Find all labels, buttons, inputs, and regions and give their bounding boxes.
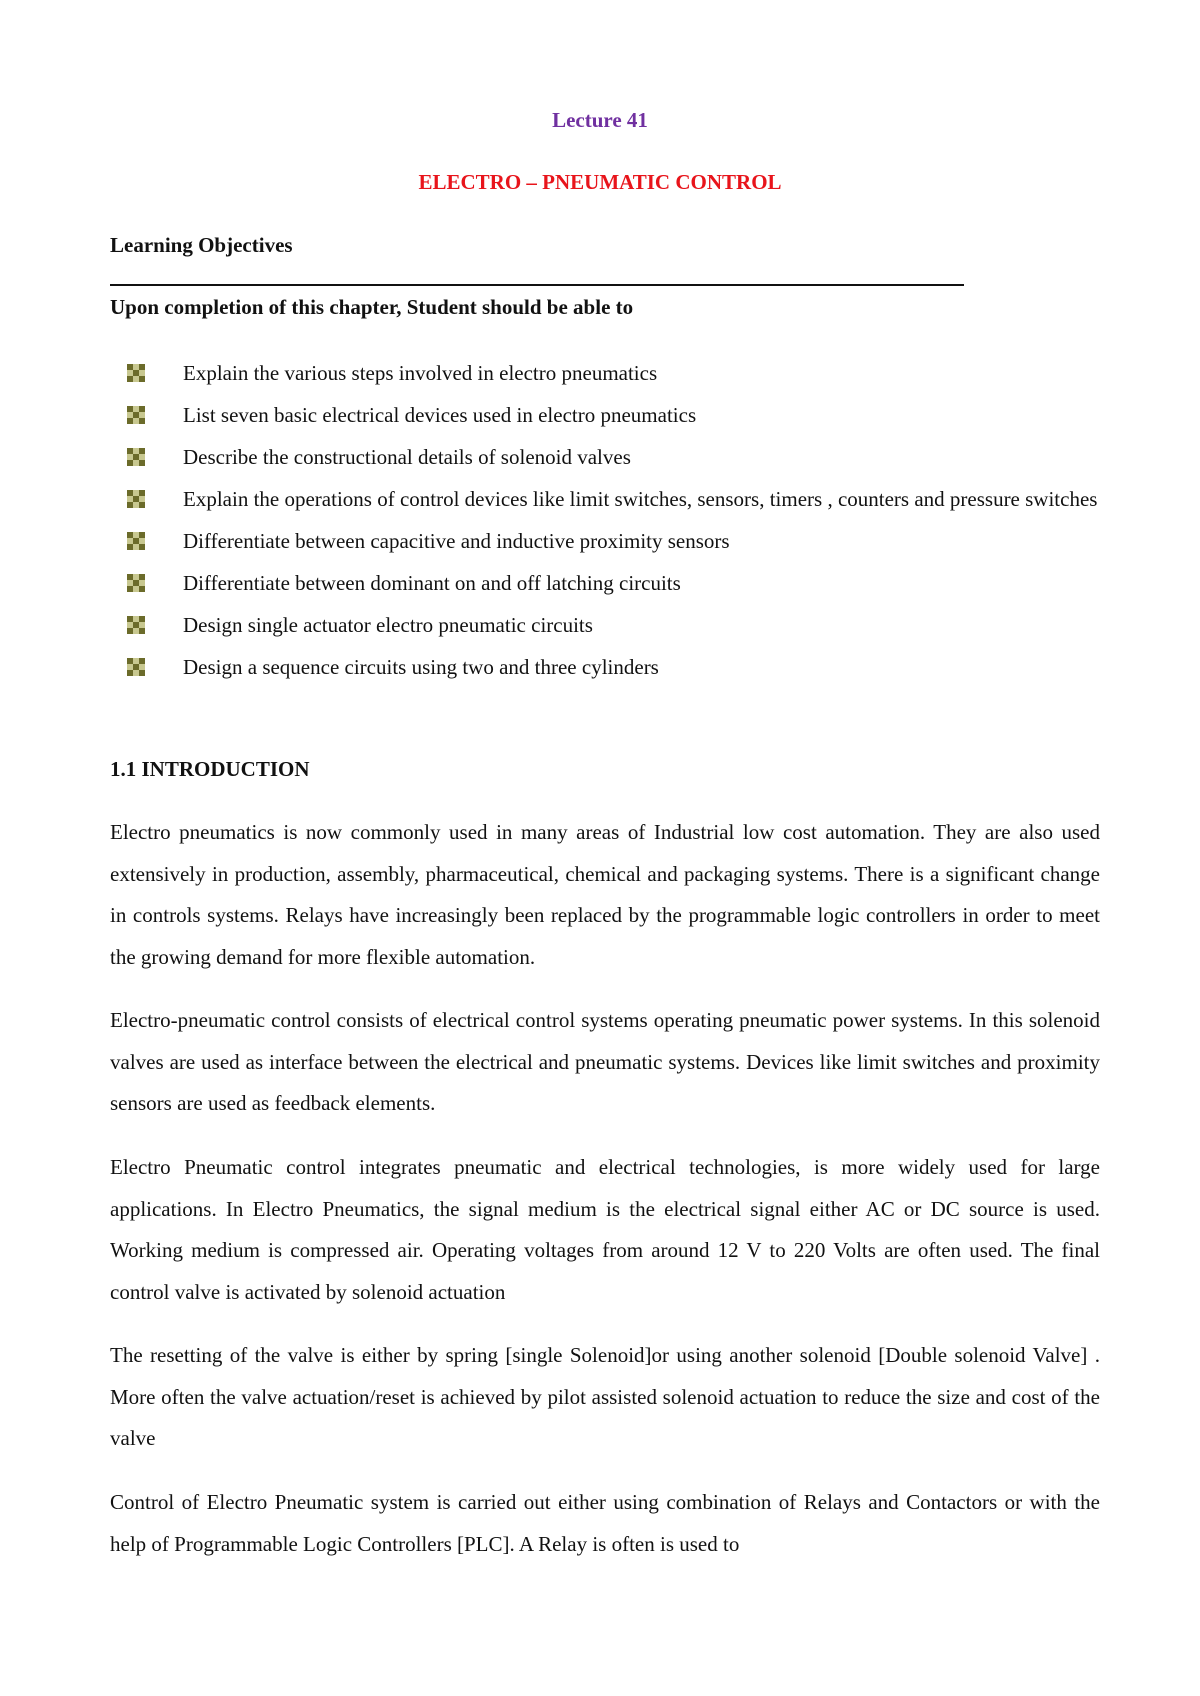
objectives-list (110, 352, 1100, 688)
objective-text: Differentiate between capacitive and inductive proximity sensors (183, 529, 730, 553)
checker-bullet-icon (127, 448, 145, 466)
chapter-title: ELECTRO – PNEUMATIC CONTROL (418, 170, 782, 194)
objective-text: Describe the constructional details of solenoid valves (183, 445, 631, 469)
objective-item (110, 604, 1100, 646)
checker-bullet-icon (127, 406, 145, 424)
objective-item (110, 562, 1100, 604)
objective-item (110, 520, 1100, 562)
objective-text: Design single actuator electro pneumatic circuits (183, 613, 593, 637)
section-heading-introduction: 1.1 INTRODUCTION (110, 757, 310, 781)
horizontal-rule (110, 284, 964, 286)
body-paragraph: The resetting of the valve is either by spring [single Solenoid]or using another solenoid [Double solenoid Valve] . More often the valve actuation/reset is achieved by pilot assisted solenoid actuation to reduce the size and cost of the valve (110, 1343, 1100, 1450)
checker-bullet-icon (127, 532, 145, 550)
lecture-number: Lecture 41 (552, 108, 648, 132)
objective-text: Design a sequence circuits using two and three cylinders (183, 655, 659, 679)
objective-item (110, 436, 1100, 478)
objectives-intro: Upon completion of this chapter, Student should be able to (110, 295, 634, 319)
objective-item (110, 478, 1100, 520)
body-paragraph: Electro-pneumatic control consists of electrical control systems operating pneumatic power systems. In this solenoid valves are used as interface between the electrical and pneumatic systems. Devices like limit switches and proximity sensors are used as feedback elements. (110, 1008, 1100, 1115)
checker-bullet-icon (127, 658, 145, 676)
body-paragraph: Electro pneumatics is now commonly used in many areas of Industrial low cost automation. They are also used extensively in production, assembly, pharmaceutical, chemical and packaging systems. There is a significant change in controls systems. Relays have increasingly been replaced by the programmable logic controllers in order to meet the growing demand for more flexible automation. (110, 820, 1100, 969)
objective-text: Differentiate between dominant on and off latching circuits (183, 571, 681, 595)
objective-text: Explain the various steps involved in electro pneumatics (183, 361, 658, 385)
checker-bullet-icon (127, 364, 145, 382)
objective-item (110, 646, 1100, 688)
objective-item (110, 352, 1100, 394)
checker-bullet-icon (127, 574, 145, 592)
body-paragraph: Electro Pneumatic control integrates pneumatic and electrical technologies, is more widely used for large applications. In Electro Pneumatics, the signal medium is the electrical signal either AC or DC source is used. Working medium is compressed air. Operating voltages from around 12 V to 220 Volts are often used. The final control valve is activated by solenoid actuation (110, 1155, 1100, 1304)
checker-bullet-icon (127, 490, 145, 508)
body-paragraph: Control of Electro Pneumatic system is carried out either using combination of Relays and Contactors or with the help of Programmable Logic Controllers [PLC]. A Relay is often is used to (110, 1490, 1100, 1556)
learning-objectives-heading: Learning Objectives (110, 233, 293, 257)
checker-bullet-icon (127, 616, 145, 634)
objective-text: List seven basic electrical devices used in electro pneumatics (183, 403, 697, 427)
objective-item (110, 394, 1100, 436)
objective-text: Explain the operations of control devices like limit switches, sensors, timers , counters and pressure switches (183, 487, 1098, 511)
